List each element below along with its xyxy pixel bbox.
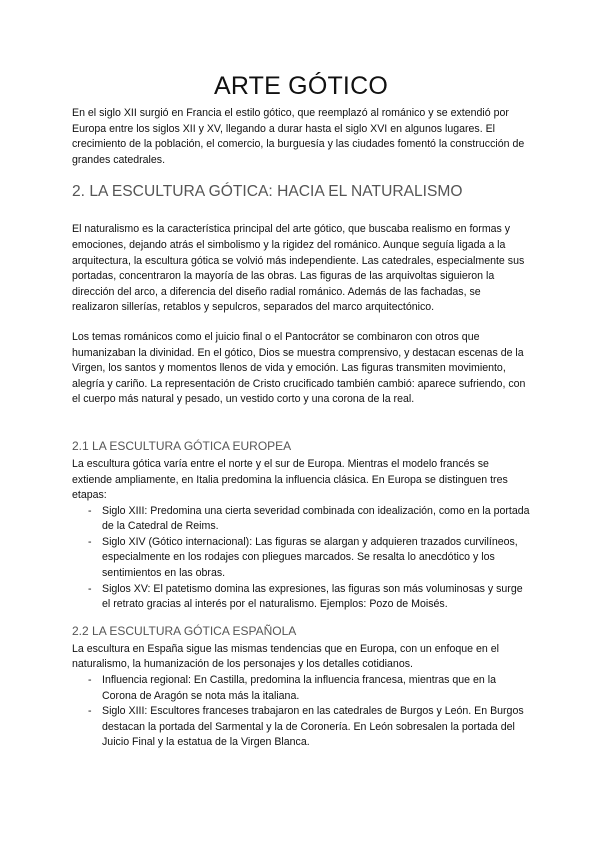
bullet-dash: - bbox=[88, 535, 92, 548]
bullet-dash: - bbox=[88, 582, 92, 595]
bullet-dash: - bbox=[88, 504, 92, 517]
section-2-paragraph-1: El naturalismo es la característica principal del arte gótico, que buscaba realismo en formas y emociones, dejando atrás el simbolismo y la rigidez del románico. Aunque seguía ligada a la arquitectura, la escultura gótica se volvió más independiente. Las catedrales, especialmente sus portadas, concentraron la mayoría de las obras. Las figuras de las arquivoltas siguieron la dirección del arco, a diferencia del diseño radial románico. Además de las fachadas, se realizaron sillerías, retablos y sepulcros, separados del marco arquitectónico. bbox=[72, 223, 525, 314]
section-2-paragraph-2: Los temas románicos como el juicio final o el Pantocrátor se combinaron con otros que humanizaban la divinidad. En el gótico, Dios se muestra comprensivo, y destacan escenas de la Virgen, los santos y momentos llenos de vida y emoción. Las figuras transmiten movimiento, alegría y cariño. La representación de Cristo crucificado también cambió: aparece sufriendo, con el cuerpo más natural y pesado, un vestido corto y una corona de la real. bbox=[72, 330, 526, 406]
section-2-2-heading: 2.2 LA ESCULTURA GÓTICA ESPAÑOLA bbox=[72, 623, 297, 638]
list-item bbox=[88, 504, 530, 535]
list-item-text: Siglo XIV (Gótico internacional): Las figuras se alargan y adquieren trazados curvilíneos, especialmente en los rodajes con pliegues marcados. Se resalta lo anecdótico y los sentimientos en las obras. bbox=[102, 535, 518, 580]
section-2-heading: 2. LA ESCULTURA GÓTICA: HACIA EL NATURALISMO bbox=[72, 183, 463, 201]
bullet-dash: - bbox=[88, 705, 92, 718]
list-item-text: Influencia regional: En Castilla, predomina la influencia francesa, mientras que en la Corona de Aragón se nota más la italiana. bbox=[102, 674, 496, 702]
list-item-text: Siglos XV: El patetismo domina las expresiones, las figuras son más voluminosas y surge el retrato gracias al interés por el naturalismo. Ejemplos: Pozo de Moisés. bbox=[102, 582, 523, 611]
section-2-1-list bbox=[72, 504, 530, 613]
section-2-2-paragraph: La escultura en España sigue las mismas tendencias que en Europa, con un enfoque en el naturalismo, la humanización de los personajes y los detalles cotidianos. bbox=[72, 642, 499, 671]
intro-paragraph: En el siglo XII surgió en Francia el estilo gótico, que reemplazó al románico y se extendió por Europa entre los siglos XII y XV, llegando a durar hasta el siglo XVI en algunos lugares. El crecimiento de la población, el comercio, la burguesía y las ciudades fomentó la construcción de grandes catedrales. bbox=[72, 107, 525, 166]
section-2-2-list bbox=[72, 673, 530, 751]
list-item bbox=[88, 704, 530, 751]
list-item bbox=[88, 673, 530, 704]
bullet-dash: - bbox=[88, 674, 92, 687]
document-page bbox=[72, 68, 530, 751]
list-item-text: Siglo XIII: Escultores franceses trabajaron en las catedrales de Burgos y León. En Burgos destacan la portada del Sarmental y la de Coronería. En León sobresalen la portada del Juicio Final y la estatua de la Virgen Blanca. bbox=[102, 705, 524, 749]
section-2-1-paragraph: La escultura gótica varía entre el norte y el sur de Europa. Mientras el modelo francés se extiende ampliamente, en Italia predomina la influencia clásica. En Europa se distinguen tres etapas: bbox=[72, 457, 508, 502]
page-title: ARTE GÓTICO bbox=[214, 72, 388, 100]
list-item bbox=[88, 535, 530, 582]
list-item-text: Siglo XIII: Predomina una cierta severidad combinada con idealización, como en la portada de la Catedral de Reims. bbox=[102, 504, 530, 533]
list-item bbox=[88, 582, 530, 613]
section-2-1-heading: 2.1 LA ESCULTURA GÓTICA EUROPEA bbox=[72, 438, 292, 453]
